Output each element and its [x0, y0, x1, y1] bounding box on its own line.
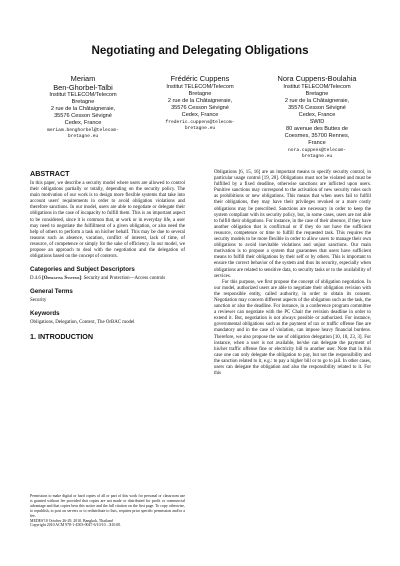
author-email-line: bretagne.eu	[301, 153, 333, 159]
categories-code: D.4.6	[30, 276, 41, 282]
author-name-line: Ben-Ghorbel-Talbi	[53, 82, 113, 92]
author-affiliation-line: 35576 Cesson Sévigné	[171, 104, 229, 111]
left-column	[30, 170, 185, 344]
author-email-line: bretagne.eu	[67, 134, 99, 140]
categories-rest: : Security and Protection—Access controls	[81, 276, 166, 282]
author-affiliation-line: 2 rue de la Châtaigneraie,	[167, 97, 233, 104]
categories-label: [Operating Systems]	[42, 276, 82, 282]
author-name-line: Frédéric Cuppens	[170, 74, 230, 83]
author-email-line: bretagne.eu	[184, 125, 216, 131]
author-affiliation-line: 2 rue de la Châtaigneraie,	[284, 97, 350, 104]
author-affiliation-line: Bretagne	[188, 90, 212, 97]
categories-text	[30, 276, 185, 282]
author-affiliation-line: 2 rue de la Châtaigneraie,	[50, 106, 116, 113]
author-affiliation-line: 80 avenue des Buttes de	[286, 125, 348, 132]
abstract-text: In this paper, we describe a security model where users are allowed to control their obligations partially or totally, depending on the security policy. The main motivation of our work is to design more flexible systems that take into account users' requirements in order to avoid obligation violations and therefore sanctions. In our model, users are able to negotiate or delegate their obligations in the case of incapacity to fulfill them. This is an important aspect to be considered, since it is common that, at work or in everyday life, a user may need to negotiate the fulfillment of a given obligation, or also need the help of others to perform a task on his/her behalf. This may be due to several reasons such as absence, vacation, conflict of interest, lack of time, of resource, of competence or simply for the sake of efficiency. In our model, we propose an approach to deal with the negotiation and the delegation of obligations based on the concept of contexts.	[30, 181, 185, 260]
author-email	[145, 120, 255, 132]
author-affiliation-line: Institut TELECOM/Telecom	[283, 83, 351, 90]
terms-heading: General Terms	[30, 288, 73, 296]
author-name-line: Meriam	[70, 74, 96, 83]
author-email	[28, 128, 138, 140]
keywords-heading: Keywords	[30, 310, 60, 318]
terms-text: Security	[30, 298, 47, 304]
author-name-line: Nora Cuppens-Boulahia	[277, 74, 357, 83]
author-affiliation-line: SWID	[309, 118, 325, 125]
author-block	[28, 75, 372, 160]
author-email-line: frederic.cuppens@telecom-	[165, 119, 235, 125]
paper-title: Negotiating and Delegating Obligations	[91, 44, 309, 57]
author-affiliation-line: Bretagne	[305, 90, 329, 97]
author-email-line: nora.cuppens@telecom-	[288, 147, 346, 153]
author-affiliation-line: Cedex, France	[64, 120, 102, 127]
author-1	[28, 75, 138, 160]
categories-heading: Categories and Subject Descriptors	[30, 266, 135, 274]
author-affiliation-line: Cedex, France	[298, 111, 336, 118]
author-affiliation-line: Bretagne	[71, 99, 95, 106]
author-affiliation-line: Institut TELECOM/Telecom	[166, 83, 234, 90]
copyright-notice	[30, 494, 185, 528]
keywords-text: Obligations, Delegation, Context, The OrBAC model	[30, 320, 135, 326]
author-affiliation-line: Institut TELECOM/Telecom	[49, 92, 117, 99]
intro-paragraph: Obligations [6, 15, 16] are an important means to specify security control, in particular usage control [19, 20]. Obligations must not be violated and must be fulfilled by a fixed deadline, otherwise sanctions are inflicted upon users. Punitive sanctions may correspond to the activation of new security rules such as prohibitions or new obligations. This means that when users fail to fulfill their obligations, they may have their privileges revoked or a more costly obligations may be prescribed. Sanctions are necessary in order to keep the system compliant with its security policy, but, in some cases, users are not able to fulfill their obligations. For instance, in the case of their absence, if they have another obligation that is conflictual or if they do not have the sufficient resource, competence or time to fulfill the requested task. This requires the security models to be more flexible in order to allow users to manage their own obligations to avoid inevitable violations and unjust sanctions. Our main motivation is to propose a system that guarantees that users have sufficient means to fulfill their obligations by their self or by others. This is important to ensure the correct behavior of the system and thus its security, especially when obligations are related to sensitive data, to security tasks or to the availability of services.	[214, 170, 371, 279]
intro-paragraph: For this purpose, we first propose the concept of obligation negotiation. In our model, authorized users are able to negotiate their obligation revision with the responsible entity, called authority, in order to obtain its consent. Negotiation may concern different aspects of the obligation such as the task, the sanction or also the deadline. For instance, in a conference program committee a reviewer can negotiate with the PC Chair the revision deadline in order to extend it. But, negotiation is not always possible or authorized. For instance, governmental obligations such as the payment of tax or traffic offense fine are mandatory and in the case of violation, can impose heavy financial burdens. Therefore, we also propose the use of obligation delegation [10, 18, 23, 3]. For instance, when a user is not available, he/she can delegate the payment of his/her traffic offense fine or electricity bill to another user. Note that in this case one can only delegate the obligation to pay, but not the responsibility and the sanction related to it, e.g.: to pay a higher bill or to go to jail. In other cases, users can delegate the obligation and also the responsibility related to it. For this	[214, 279, 371, 377]
author-3	[262, 75, 372, 160]
author-affiliation-line: France	[308, 139, 326, 146]
author-2	[145, 75, 255, 160]
right-column	[214, 170, 371, 377]
author-email	[262, 148, 372, 160]
author-affiliation-line: Coesmes, 35700 Rennes,	[284, 132, 350, 139]
author-affiliation-line: 35576 Cesson Sévigné	[288, 104, 346, 111]
venue-text: MEDES'10 October 26-29, 2010, Bangkok, Thailand	[30, 518, 113, 523]
introduction-heading: 1. INTRODUCTION	[30, 331, 94, 341]
author-affiliation-line: Cedex, France	[181, 111, 219, 118]
abstract-heading: ABSTRACT	[30, 169, 70, 178]
author-affiliation-line: 35576 Cesson Sévigné	[54, 113, 112, 120]
author-email-line: meriam.benghorbel@telecom-	[47, 128, 119, 134]
copyright-text: Copyright 2010 ACM 978-1-4503-0047-6/10/10 ...$10.00.	[30, 523, 122, 528]
permission-text: Permission to make digital or hard copies of all or part of this work for personal or classroom use is granted without fee provided that copies are not made or distributed for profit or commercial advantage and that copies bear this notice and the full citation on the first page. To copy otherwise, to republish, to post on servers or to redistribute to lists, requires prior specific permission and/or a fee.	[30, 494, 185, 518]
